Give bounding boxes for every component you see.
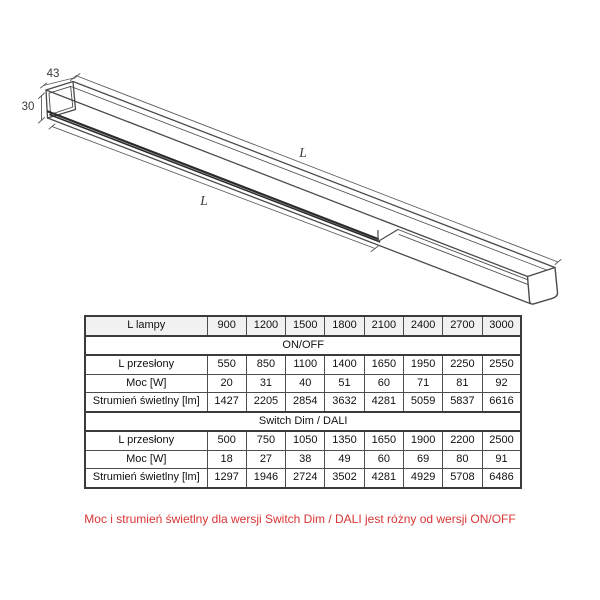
table-cell: 31 bbox=[246, 374, 285, 393]
table-cell: 3632 bbox=[325, 393, 364, 412]
table-cell: 5837 bbox=[443, 393, 482, 412]
table-cell: 6486 bbox=[482, 469, 521, 488]
spec-table bbox=[84, 315, 522, 489]
table-cell: 1427 bbox=[207, 393, 246, 412]
table-cell: 2854 bbox=[286, 393, 325, 412]
table-cell: 500 bbox=[207, 431, 246, 450]
table-header-cell: 2700 bbox=[443, 316, 482, 336]
profile-right-end-cap bbox=[528, 268, 558, 305]
table-cell: 27 bbox=[246, 450, 285, 469]
table-cell: 1050 bbox=[286, 431, 325, 450]
table-row bbox=[85, 374, 521, 393]
table-header-label: L lampy bbox=[85, 316, 207, 336]
row-label: Strumień świetlny [lm] bbox=[85, 469, 207, 488]
table-cell: 5059 bbox=[403, 393, 442, 412]
dim-length-top bbox=[74, 74, 561, 265]
table-cell: 51 bbox=[325, 374, 364, 393]
lamp-bottom-front-edge bbox=[48, 118, 531, 304]
table-cell: 71 bbox=[403, 374, 442, 393]
table-row bbox=[85, 450, 521, 469]
table-cell: 49 bbox=[325, 450, 364, 469]
table-cell: 69 bbox=[403, 450, 442, 469]
table-header-cell: 1200 bbox=[246, 316, 285, 336]
table-cell: 5708 bbox=[443, 469, 482, 488]
diffuser-cut-mark bbox=[378, 230, 398, 242]
table-cell: 1400 bbox=[325, 355, 364, 374]
table-cell: 2500 bbox=[482, 431, 521, 450]
table-row bbox=[85, 355, 521, 374]
section-row bbox=[85, 336, 521, 356]
table-cell: 750 bbox=[246, 431, 285, 450]
table-cell: 2205 bbox=[246, 393, 285, 412]
spec-table-body bbox=[85, 316, 521, 488]
groove-edge-1 bbox=[398, 230, 531, 282]
row-label: L przesłony bbox=[85, 431, 207, 450]
table-cell: 2550 bbox=[482, 355, 521, 374]
table-cell: 38 bbox=[286, 450, 325, 469]
table-cell: 80 bbox=[443, 450, 482, 469]
table-cell: 91 bbox=[482, 450, 521, 469]
dim-30 bbox=[39, 93, 45, 123]
table-cell: 6616 bbox=[482, 393, 521, 412]
row-label: L przesłony bbox=[85, 355, 207, 374]
lamp-top-back-inner-edge bbox=[71, 86, 553, 272]
table-cell: 1650 bbox=[364, 431, 403, 450]
table-header-cell: 900 bbox=[207, 316, 246, 336]
table-header-cell: 1500 bbox=[286, 316, 325, 336]
dim-height-label: 30 bbox=[21, 101, 35, 113]
table-cell: 550 bbox=[207, 355, 246, 374]
row-label: Strumień świetlny [lm] bbox=[85, 393, 207, 412]
table-cell: 4281 bbox=[364, 393, 403, 412]
diffuser-edge-1 bbox=[48, 112, 378, 240]
table-cell: 2724 bbox=[286, 469, 325, 488]
table-cell: 18 bbox=[207, 450, 246, 469]
section-label: Switch Dim / DALI bbox=[85, 412, 521, 432]
table-header-cell: 2400 bbox=[403, 316, 442, 336]
table-header-cell: 3000 bbox=[482, 316, 521, 336]
table-cell: 1297 bbox=[207, 469, 246, 488]
section-label: ON/OFF bbox=[85, 336, 521, 356]
table-cell: 850 bbox=[246, 355, 285, 374]
lamp-top-back-edge bbox=[73, 82, 555, 268]
table-cell: 1950 bbox=[403, 355, 442, 374]
table-cell: 40 bbox=[286, 374, 325, 393]
dim-length-bottom bbox=[49, 124, 379, 252]
lamp-top-front-edge bbox=[46, 90, 528, 277]
table-cell: 1350 bbox=[325, 431, 364, 450]
table-cell: 1946 bbox=[246, 469, 285, 488]
diffuser-length-label: L bbox=[200, 193, 208, 208]
table-cell: 3502 bbox=[325, 469, 364, 488]
table-header-row bbox=[85, 316, 521, 336]
row-label: Moc [W] bbox=[85, 450, 207, 469]
section-row bbox=[85, 412, 521, 432]
table-cell: 1900 bbox=[403, 431, 442, 450]
table-cell: 2250 bbox=[443, 355, 482, 374]
row-label: Moc [W] bbox=[85, 374, 207, 393]
table-cell: 92 bbox=[482, 374, 521, 393]
table-cell: 81 bbox=[443, 374, 482, 393]
dim-width-label: 43 bbox=[46, 68, 60, 80]
table-row bbox=[85, 431, 521, 450]
diffuser-edge-2 bbox=[50, 115, 380, 242]
table-cell: 60 bbox=[364, 374, 403, 393]
table-cell: 1650 bbox=[364, 355, 403, 374]
table-cell: 60 bbox=[364, 450, 403, 469]
table-row bbox=[85, 393, 521, 412]
table-cell: 2200 bbox=[443, 431, 482, 450]
table-cell: 20 bbox=[207, 374, 246, 393]
table-row bbox=[85, 469, 521, 488]
note-text: Moc i strumień świetlny dla wersji Switch Dim / DALI jest różny od wersji ON/OFF bbox=[84, 512, 516, 526]
table-cell: 4281 bbox=[364, 469, 403, 488]
table-header-cell: 1800 bbox=[325, 316, 364, 336]
table-cell: 4929 bbox=[403, 469, 442, 488]
table-header-cell: 2100 bbox=[364, 316, 403, 336]
lamp-length-label: L bbox=[299, 145, 307, 160]
table-cell: 1100 bbox=[286, 355, 325, 374]
